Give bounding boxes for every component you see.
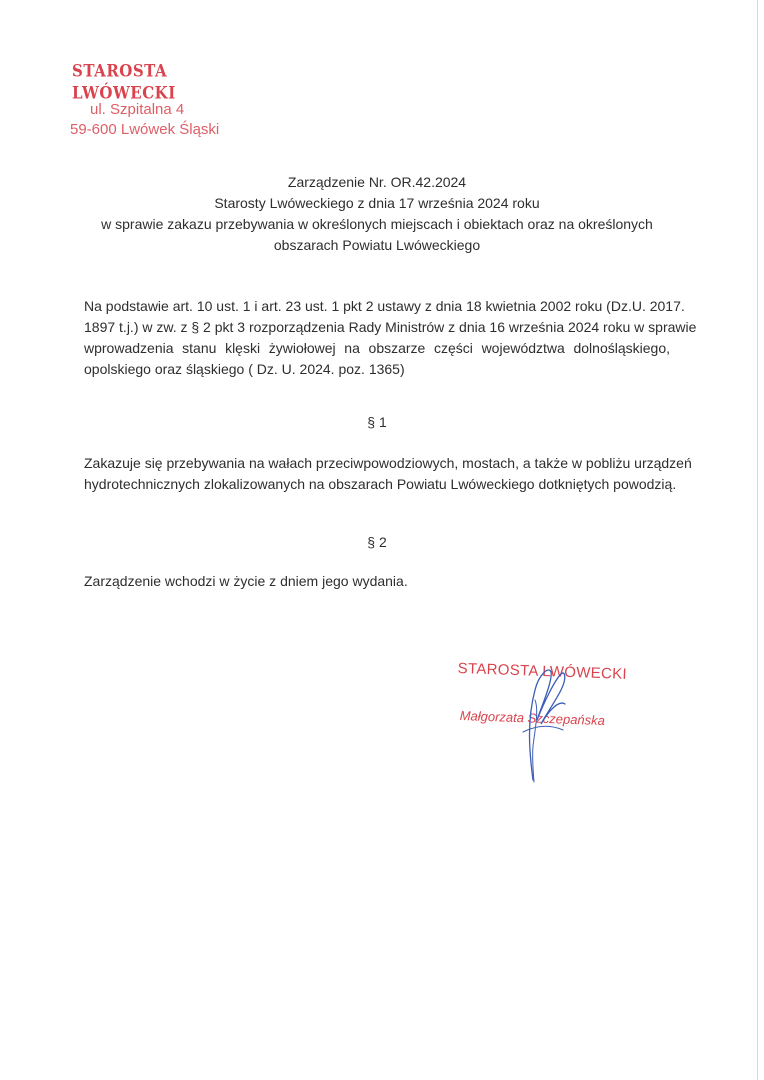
header-stamp (70, 60, 270, 140)
stamp-street: ul. Szpitalna 4 (90, 101, 185, 118)
legal-basis-line: Na podstawie art. 10 ust. 1 i art. 23 ust. 1 pkt 2 ustawy z dnia 18 kwietnia 2002 roku (Dz.U. 2017. (84, 298, 685, 314)
heading-subject: w sprawie zakazu przebywania w określonych miejscach i obiektach oraz na określonych (101, 216, 653, 232)
legal-basis-line: opolskiego oraz śląskiego ( Dz. U. 2024. poz. 1365) (84, 361, 405, 377)
section-2-text (84, 571, 670, 592)
section-1-text (84, 453, 692, 495)
handwritten-signature (505, 660, 585, 790)
legal-basis-paragraph (84, 296, 697, 380)
section-1-mark: § 1 (367, 414, 387, 430)
section-2-line: Zarządzenie wchodzi w życie z dniem jego wydania. (84, 573, 408, 589)
legal-basis-line: wprowadzenia stanu klęski żywiołowej na obszarze części województwa dolnośląskiego, (84, 340, 670, 356)
legal-basis-line: 1897 t.j.) w zw. z § 2 pkt 3 rozporządzenia Rady Ministrów z dnia 16 września 2024 roku w sprawie (84, 319, 697, 335)
section-1-line: hydrotechnicznych zlokalizowanych na obszarach Powiatu Lwóweckiego dotkniętych powodzią. (84, 476, 677, 492)
section-1-line: Zakazuje się przebywania na wałach przeciwpowodziowych, mostach, a także w pobliżu urządzeń (84, 455, 692, 471)
stamp-title: STAROSTA LWÓWECKI (72, 61, 176, 103)
heading-subject-cont: obszarach Powiatu Lwóweckiego (273, 237, 481, 253)
section-2-mark: § 2 (367, 534, 387, 550)
stamp-city: 59-600 Lwówek Śląski (70, 121, 220, 138)
document-heading (84, 172, 670, 256)
signatory-name: Małgorzata Szczepańska (459, 708, 606, 729)
heading-number: Zarządzenie Nr. OR.42.2024 (287, 174, 467, 190)
page-edge-line (757, 0, 758, 1080)
heading-issuer-date: Starosty Lwóweckiego z dnia 17 września 2024 roku (214, 195, 540, 211)
signature-stamp-title: STAROSTA LWÓWECKI (457, 660, 628, 683)
